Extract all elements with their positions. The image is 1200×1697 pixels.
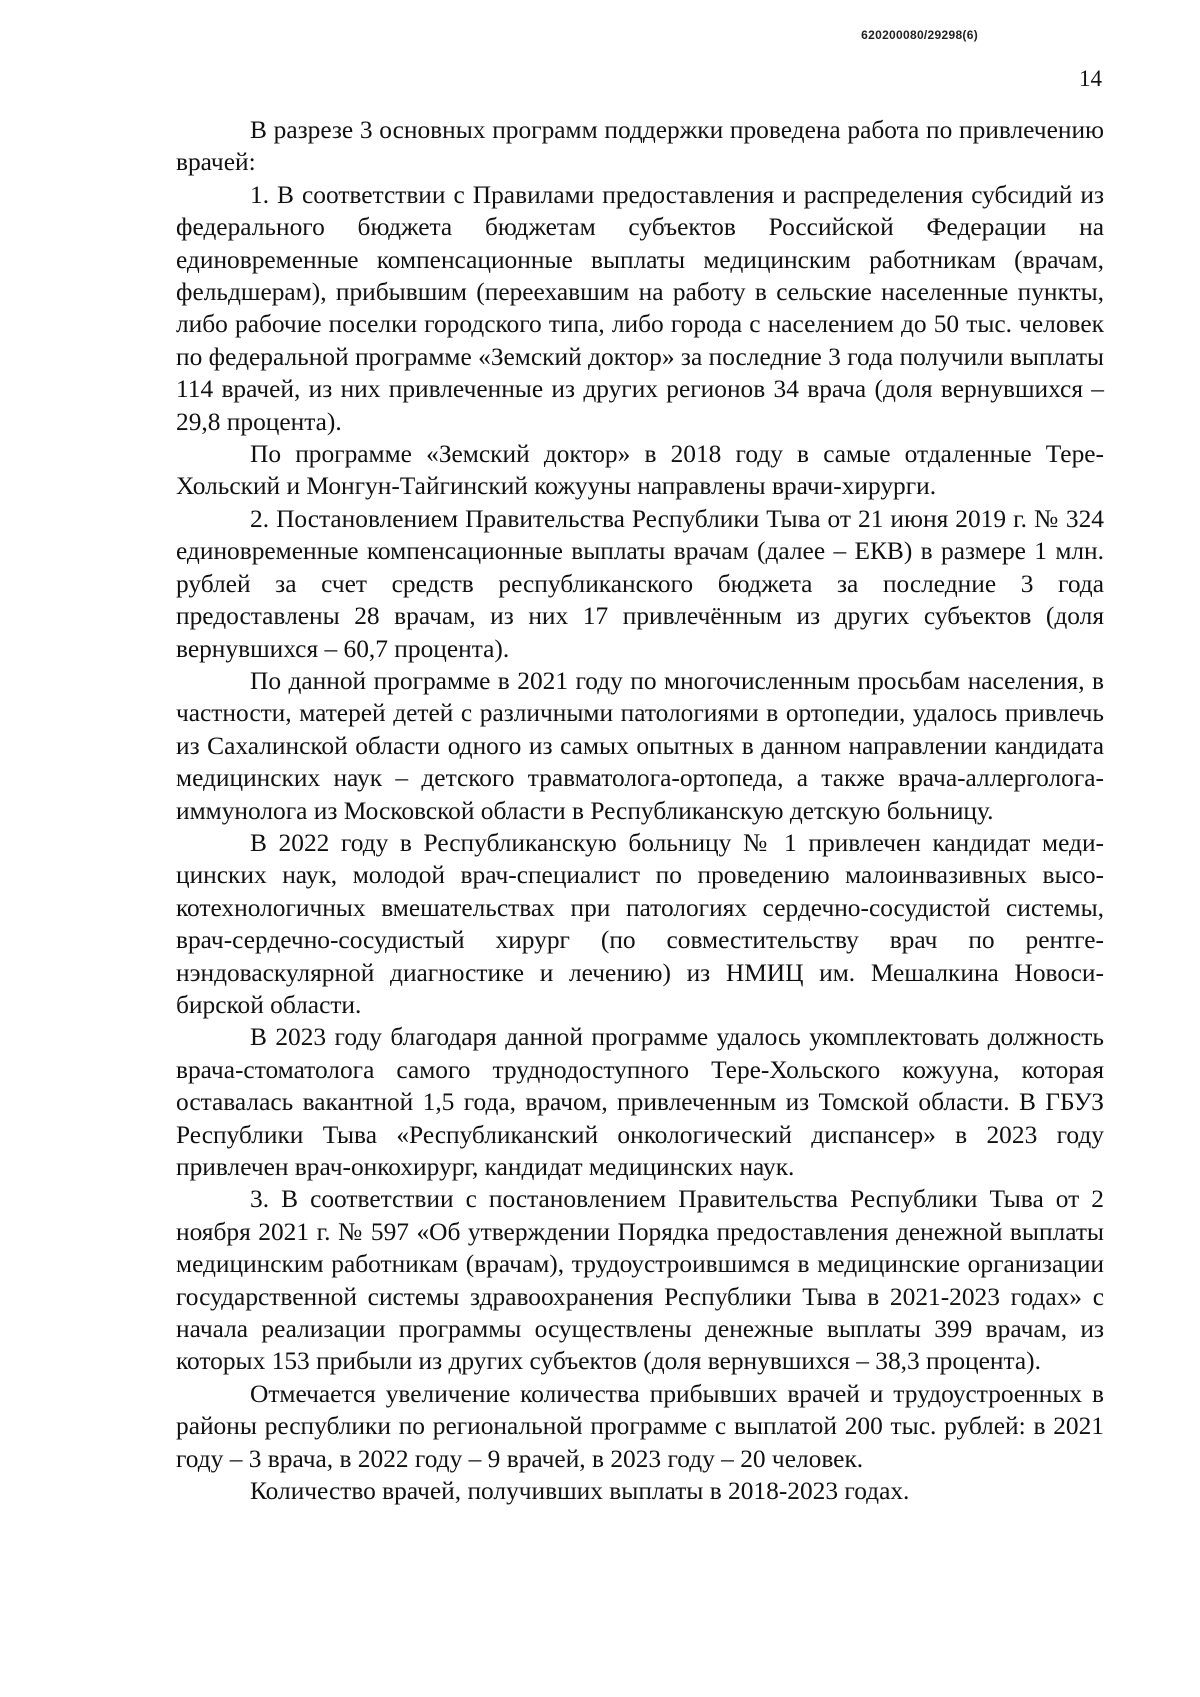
paragraph-program-2021: По данной программе в 2021 году по многочисленным просьбам населения, в частности, матерей детей с различными патологиями в ортопедии, удалось привлечь из Сахалинской области одного из самых опытных в данном направлении кандидата медицинских наук – детского травматолога-ортопеда, а также врача-аллерголога-иммунолога из Московской области в Республиканскую детскую больницу. — [176, 666, 1104, 825]
paragraph-item-1: 1. В соответствии с Правилами предоставления и распределения субсидий из федерального бюджета бюджетам субъектов Российской Федерации на единовременные компенсационные выплаты медицинским работникам (врачам, фельдшерам), прибывшим (переехавшим на работу в сельские населенные пункты, либо рабочие поселки городского типа, либо города с населением до 50 тыс. человек по федеральной программе «Земский доктор» за последние 3 года получили выплаты 114 врачей, из них привлеченные из других регионов 34 врача (доля вернувшихся – 29,8 процента). — [176, 180, 1104, 436]
paragraph-table-caption: Количество врачей, получивших выплаты в 2018-2023 годах. — [250, 1477, 910, 1506]
paragraph-program-2023: В 2023 году благодаря данной программе удалось укомплектовать должность врача-стоматолога самого труднодоступного Тере-Хольского кожууна, которая оставалась вакантной 1,5 года, врачом, привлеченным из Томской области. В ГБУЗ Республики Тыва «Республиканский онкологический диспансер» в 2023 году привлечен врач-онкохирург, кандидат медицинских наук. — [176, 1023, 1104, 1181]
paragraph-item-3: 3. В соответствии с постановлением Правительства Республики Тыва от 2 ноября 2021 г. № 597 «Об утверждении Порядка предоставления денежной выплаты медицинским работникам (врачам), трудоустроившимся в медицинские организации государственной системы здравоохранения Республики Тыва в 2021-2023 годах» с начала реализации программы осуществлены денежные выплаты 399 врачам, из которых 153 прибыли из других субъектов (доля вернувшихся – 38,3 процента). — [176, 1185, 1104, 1376]
page-number: 14 — [1079, 66, 1102, 91]
document-body — [176, 114, 1104, 1507]
paragraph-regional-program: Отмечается увеличение количества прибывших врачей и трудоустроенных в районы республики по региональной программе с выплатой 200 тыс. рублей: в 2021 году – 3 врача, в 2022 году – 9 врачей, в 2023 году – 20 человек. — [176, 1379, 1104, 1473]
paragraph-item-2: 2. Постановлением Правительства Республики Тыва от 21 июня 2019 г. № 324 единовременные компенсационные выплаты врачам (далее – ЕКВ) в размере 1 млн. рублей за счет средств республиканского бюджета за последние 3 года предоставлены 28 врачам, из них 17 привлечённым из других субъектов (доля вернувшихся – 60,7 процента). — [176, 504, 1104, 663]
document-code: 620200080/29298(6) — [861, 28, 978, 42]
paragraph-zemsky-doctor-2018: По программе «Земский доктор» в 2018 году в самые отдаленные Тере-Хольский и Монгун-Тайгинский кожууны направлены врачи-хирурги. — [176, 440, 1104, 501]
paragraph-program-2022: В 2022 году в Республиканскую больницу № 1 привлечен кандидат медицинских наук, молодой врач-специалист по проведению малоинвазивных высокотехнологичных вмешательствах при патологиях сердечно-сосудистой системы, врач-сердечно-сосудистый хирург (по совместительству врач по рентгенэндоваскулярной диагностике и лечению) из НМИЦ им. Мешалкина Новосибирской области. — [176, 828, 1104, 1019]
paragraph-intro: В разрезе 3 основных программ поддержки проведена работа по привлечению врачей: — [176, 116, 1104, 177]
